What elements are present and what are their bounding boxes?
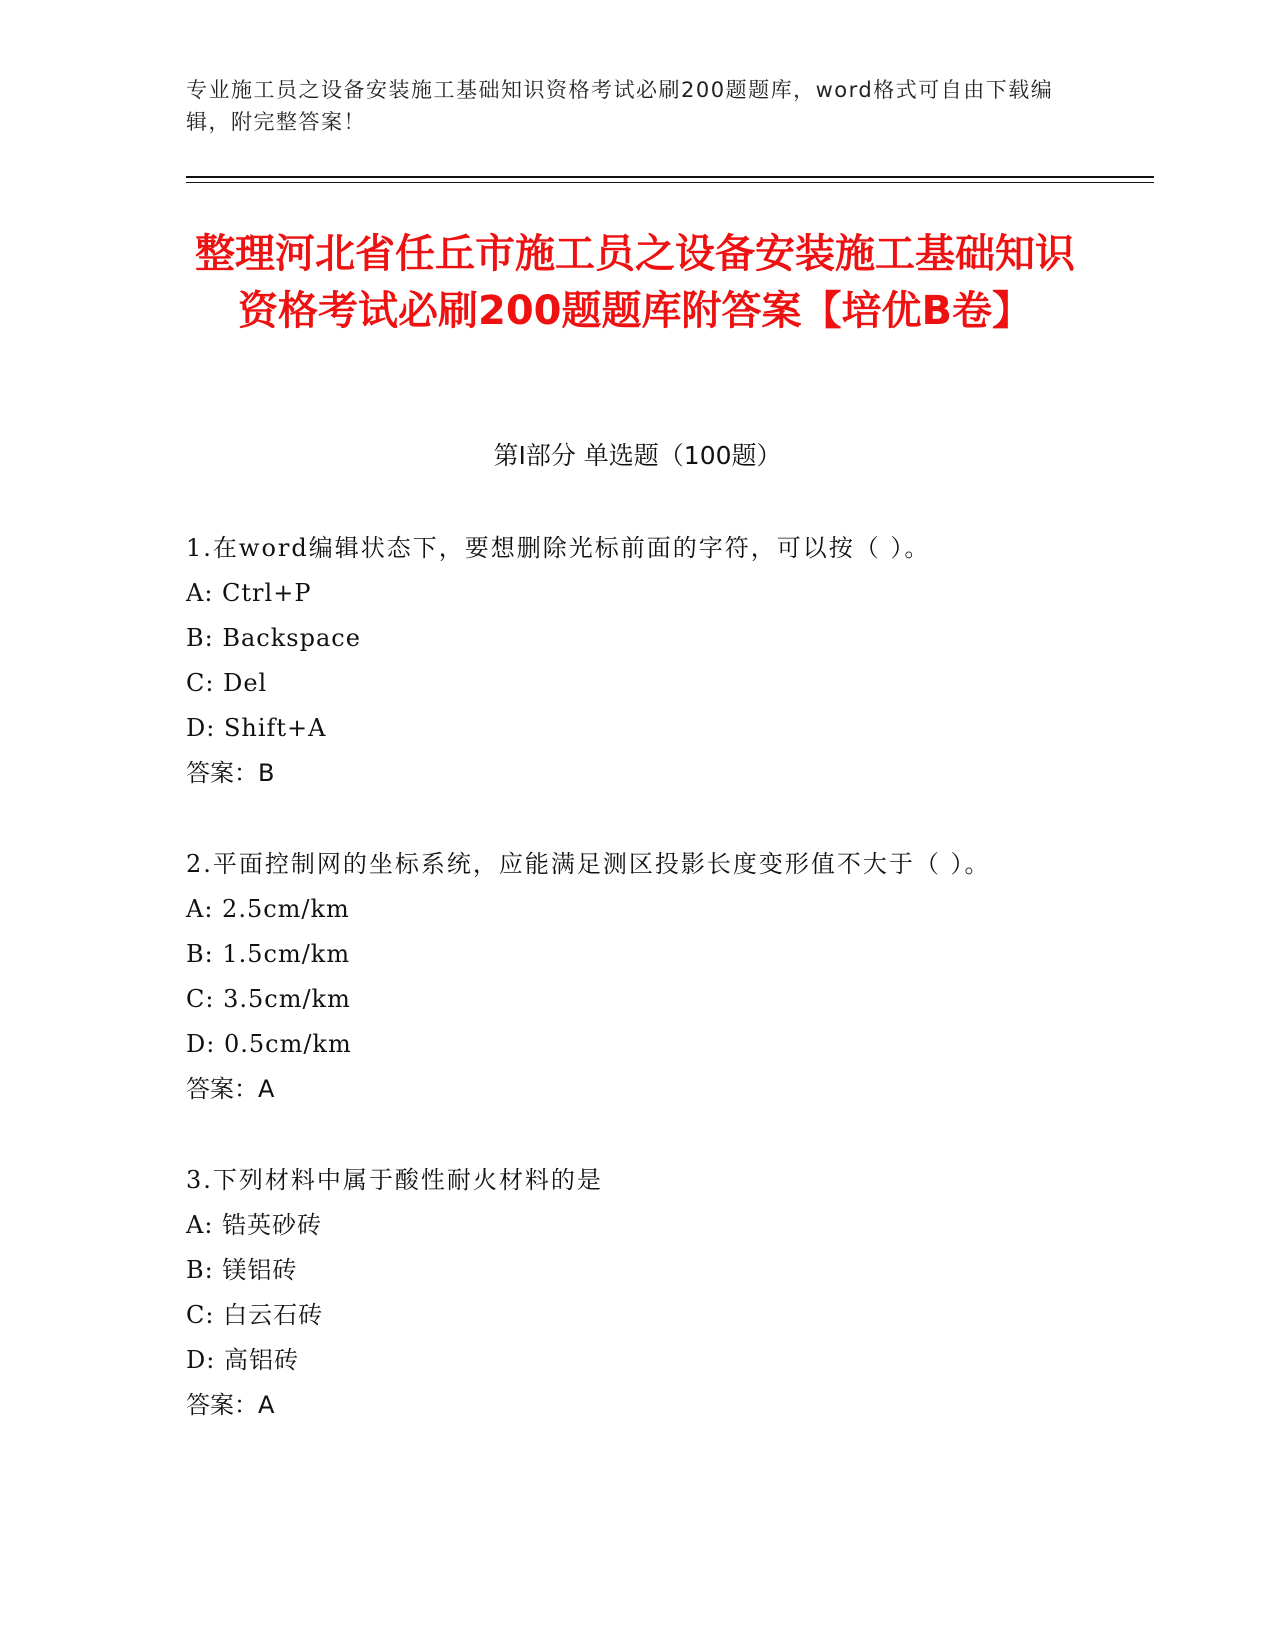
option-d: D: 0.5cm/km <box>186 1030 352 1058</box>
question-3 <box>186 1157 1086 1428</box>
section-heading: 第Ⅰ部分 单选题（100题） <box>493 441 782 470</box>
option-a: A: Ctrl+P <box>186 579 312 607</box>
option-b: B: 1.5cm/km <box>186 940 351 968</box>
option-c: C: 白云石砖 <box>186 1301 324 1329</box>
document-title: 整理河北省任丘市施工员之设备安装施工基础知识资格考试必刷200题题库附答案【培优B卷】 <box>195 231 1075 334</box>
header-divider-thin <box>186 182 1154 183</box>
option-c: C: Del <box>186 669 268 697</box>
option-d: D: 高铝砖 <box>186 1346 299 1374</box>
question-list <box>186 525 1086 1473</box>
option-d: D: Shift+A <box>186 714 327 742</box>
question-stem: 3.下列材料中属于酸性耐火材料的是 <box>186 1166 603 1194</box>
document-header-note: 专业施工员之设备安装施工基础知识资格考试必刷200题题库，word格式可自由下载编辑，附完整答案！ <box>186 78 1054 134</box>
answer-key: 答案：B <box>186 759 275 787</box>
option-c: C: 3.5cm/km <box>186 985 351 1013</box>
question-2 <box>186 841 1086 1112</box>
option-b: B: 镁铝砖 <box>186 1256 298 1284</box>
question-stem: 2.平面控制网的坐标系统，应能满足测区投影长度变形值不大于（ ）。 <box>186 850 991 878</box>
option-a: A: 2.5cm/km <box>186 895 350 923</box>
answer-key: 答案：A <box>186 1075 275 1103</box>
option-a: A: 锆英砂砖 <box>186 1211 323 1239</box>
option-b: B: Backspace <box>186 624 361 652</box>
question-stem: 1.在word编辑状态下，要想删除光标前面的字符，可以按（ ）。 <box>186 534 931 562</box>
question-1 <box>186 525 1086 796</box>
header-divider-thick <box>186 176 1154 178</box>
answer-key: 答案：A <box>186 1391 275 1419</box>
